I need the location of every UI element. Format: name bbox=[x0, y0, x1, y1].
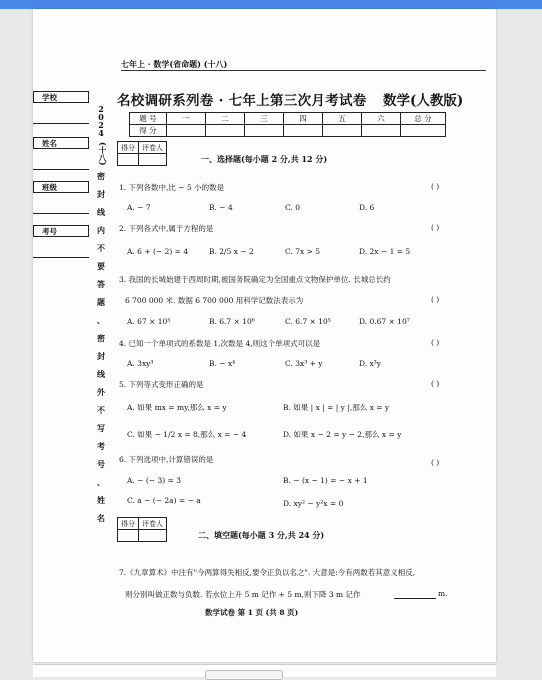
name-line bbox=[33, 169, 89, 170]
option-b: B. 6.7 × 10⁶ bbox=[209, 317, 255, 326]
answer-paren[interactable]: ( ) bbox=[431, 295, 440, 304]
exam-page bbox=[33, 9, 496, 662]
option-d: D. 6 bbox=[359, 203, 375, 212]
question-7-stem: 7.《九章算术》中注有"今两算得失相反,要令正负以名之". 大意是:今有两数若其意义相反, bbox=[119, 568, 416, 577]
option-b: B. − 4 bbox=[209, 203, 233, 212]
option-b: B. − (x − 1) = − x + 1 bbox=[283, 476, 368, 485]
class-line bbox=[33, 213, 89, 214]
section-2-title: 二、填空题(每小题 3 分,共 24 分) bbox=[198, 530, 325, 540]
class-label: 班级 bbox=[42, 182, 57, 192]
score-cell[interactable] bbox=[401, 125, 446, 137]
class-field[interactable] bbox=[33, 181, 89, 193]
option-a: A. 3xy³ bbox=[127, 359, 154, 368]
option-c: C. a − (− 2a) = − a bbox=[127, 496, 201, 505]
answer-paren[interactable]: ( ) bbox=[431, 458, 440, 467]
grader-box-2: 得分 评卷人 bbox=[117, 517, 167, 542]
answer-paren[interactable]: ( ) bbox=[431, 223, 440, 232]
option-d: D. 0.67 × 10⁷ bbox=[359, 317, 410, 326]
question-5-stem: 5. 下列等式变形正确的是 bbox=[119, 380, 204, 389]
answer-paren[interactable]: ( ) bbox=[431, 338, 440, 347]
option-d: D. 如果 x − 2 = y − 2,那么 x = y bbox=[283, 430, 402, 439]
score-value-row: 得 分 bbox=[130, 125, 446, 137]
name-label: 姓名 bbox=[42, 138, 57, 148]
question-3-stem-line2: 6 700 000 米. 数据 6 700 000 用科学记数法表示为 bbox=[125, 296, 304, 305]
answer-paren[interactable]: ( ) bbox=[431, 379, 440, 388]
exam-number-line bbox=[33, 257, 89, 258]
option-a: A. 6 + (− 2) = 4 bbox=[127, 247, 189, 256]
option-b: B. 如果 | x | = | y |,那么 x = y bbox=[283, 403, 390, 412]
name-field[interactable] bbox=[33, 137, 89, 149]
question-3-stem: 3. 我国的长城始建于西周时期,被国务院确定为全国重点文物保护单位. 长城总长约 bbox=[119, 275, 391, 284]
page-title: 名校调研系列卷 · 七年上第三次月考试卷 bbox=[117, 93, 367, 109]
page-scroll-handle[interactable] bbox=[205, 670, 283, 680]
school-label: 学校 bbox=[42, 92, 57, 102]
option-c: C. 6.7 × 10⁵ bbox=[285, 317, 331, 326]
school-line bbox=[33, 123, 89, 124]
option-d: D. 2x − 1 = 5 bbox=[359, 247, 411, 256]
score-cell[interactable] bbox=[167, 125, 206, 137]
question-2-stem: 2. 下列各式中,属于方程的是 bbox=[119, 224, 214, 233]
score-table bbox=[129, 112, 446, 137]
score-cell[interactable] bbox=[362, 125, 401, 137]
question-4-stem: 4. 已知一个单项式的系数是 1,次数是 4,则这个单项式可以是 bbox=[119, 339, 321, 348]
option-d: D. x³y bbox=[359, 359, 381, 368]
seal-line-instruction: 密 封 线 内 不 要 答 题 、 密 封 线 外 不 写 考 号 、 姓 名 bbox=[97, 171, 105, 523]
section-1-title: 一、选择题(每小题 2 分,共 12 分) bbox=[201, 154, 328, 164]
answer-blank[interactable] bbox=[394, 591, 436, 599]
option-c: C. 3x³ + y bbox=[285, 359, 323, 368]
option-b: B. − x⁴ bbox=[209, 359, 236, 368]
option-c: C. 如果 − 1/2 x = 8,那么 x = − 4 bbox=[127, 430, 247, 439]
subject-title: 数学(人教版) bbox=[383, 93, 464, 109]
question-6-stem: 6. 下列选项中,计算错误的是 bbox=[119, 455, 214, 464]
viewer-top-bar bbox=[0, 0, 542, 9]
grader-box-1: 得分 评卷人 bbox=[117, 141, 167, 166]
option-a: A. − (− 3) = 3 bbox=[127, 476, 181, 485]
year-vertical: 2 0 2 4 bbox=[98, 104, 104, 138]
option-c: C. 0 bbox=[285, 203, 301, 212]
exam-number-label: 考号 bbox=[42, 226, 57, 236]
score-cell[interactable] bbox=[245, 125, 284, 137]
option-b: B. 2/5 x − 2 bbox=[209, 247, 254, 256]
side-mark: (十八) bbox=[98, 142, 108, 166]
option-a: A. − 7 bbox=[127, 203, 151, 212]
score-cell[interactable] bbox=[284, 125, 323, 137]
score-cell[interactable] bbox=[206, 125, 245, 137]
exam-number-field[interactable] bbox=[33, 225, 89, 237]
option-c: C. 7x > 5 bbox=[285, 247, 321, 256]
score-header-row: 题 号 一 二 三 四 五 六 总 分 bbox=[130, 113, 446, 125]
answer-paren[interactable]: ( ) bbox=[431, 182, 440, 191]
score-cell[interactable] bbox=[323, 125, 362, 137]
school-field[interactable] bbox=[33, 91, 89, 103]
page-footer: 数学试卷 第 1 页 (共 8 页) bbox=[205, 608, 299, 617]
option-d: D. xy² − y²x = 0 bbox=[283, 499, 344, 508]
question-7-stem-line2: 则分别叫做正数与负数. 若水位上升 5 m 记作 + 5 m,则下降 3 m 记作 bbox=[125, 590, 361, 599]
question-1-stem: 1. 下列各数中,比 − 5 小的数是 bbox=[119, 183, 225, 192]
header-rule bbox=[121, 70, 486, 71]
header-small-title: 七年上 · 数学(省命题) (十八) bbox=[121, 59, 228, 69]
option-a: A. 67 × 10⁵ bbox=[127, 317, 171, 326]
option-a: A. 如果 mx = my,那么 x = y bbox=[127, 403, 227, 412]
question-7-unit: m. bbox=[438, 589, 448, 598]
